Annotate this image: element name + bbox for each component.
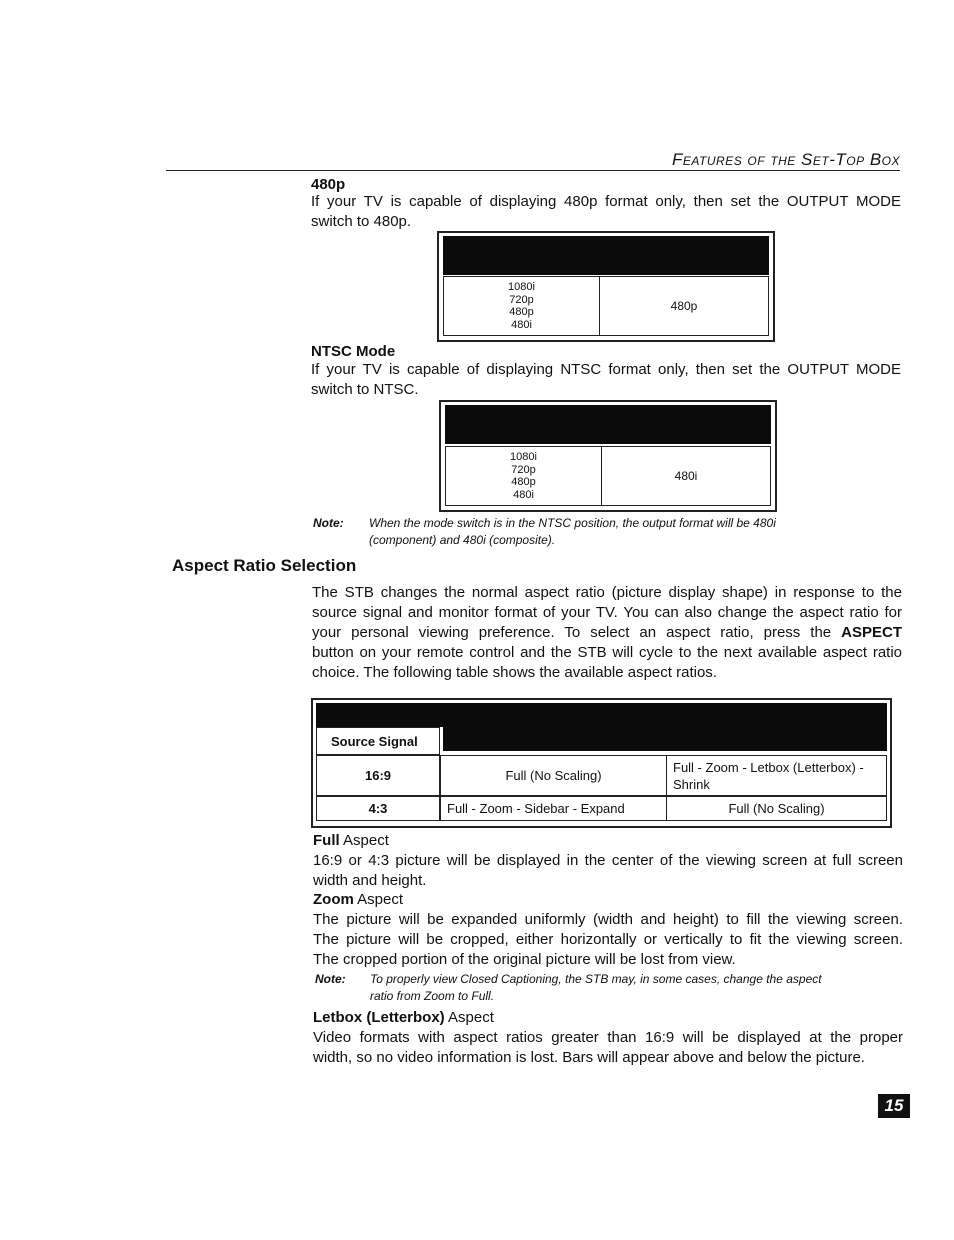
aspect-line: your personal viewing preference. To select an aspect ratio, press the xyxy=(312,624,842,641)
letbox-aspect-bold: Letbox (Letterbox) xyxy=(313,1009,445,1026)
table-aspect-header-band-right xyxy=(443,727,887,751)
input-format: 720p xyxy=(509,293,534,306)
aspect-line: choice. The following table shows the available aspect ratios. xyxy=(312,664,717,681)
note-zoom xyxy=(315,971,905,1005)
full-aspect-rest: Aspect xyxy=(339,832,389,849)
full-aspect-block xyxy=(313,831,903,890)
input-format: 480p xyxy=(509,306,534,318)
table-480p-header-band xyxy=(443,236,769,275)
row-4-3-col2: Full (No Scaling) xyxy=(666,796,887,821)
zoom-aspect-block xyxy=(313,890,903,969)
note-label: Note: xyxy=(315,972,346,986)
zoom-aspect-line1: The picture will be expanded uniformly (width and height) to fill the viewing screen. xyxy=(313,910,903,928)
note-zoom-line1: To properly view Closed Captioning, the STB may, in some cases, change the aspect xyxy=(370,972,822,986)
input-format: 720p xyxy=(511,463,536,476)
full-aspect-line2: width and height. xyxy=(313,871,427,889)
row-4-3-source: 4:3 xyxy=(316,796,440,821)
table-480p xyxy=(437,231,775,342)
letbox-aspect-block xyxy=(313,1008,903,1067)
row-16-9-col2: Full - Zoom - Letbox (Letterbox) - Shrink xyxy=(666,755,887,796)
section-title-aspect-ratio: Aspect Ratio Selection xyxy=(172,556,357,575)
paragraph-480p-line1: If your TV is capable of displaying 480p format only, then set the OUTPUT MODE xyxy=(311,193,901,210)
table-ntsc xyxy=(439,400,777,512)
table-ntsc-header-band xyxy=(445,405,771,444)
aspect-keyword: ASPECT xyxy=(841,624,902,641)
zoom-aspect-rest: Aspect xyxy=(353,891,404,908)
page-header-title: Features of the Set-Top Box xyxy=(672,150,900,169)
header-rule xyxy=(166,170,900,171)
zoom-aspect-line3: The cropped portion of the original picture will be lost from view. xyxy=(313,950,736,968)
row-16-9-source: 16:9 xyxy=(316,755,440,796)
page-number-badge: 15 xyxy=(878,1094,910,1118)
input-format: 1080i xyxy=(508,281,535,293)
table-ntsc-inputs xyxy=(445,446,602,506)
zoom-aspect-heading xyxy=(313,890,903,910)
paragraph-ntsc-line1: If your TV is capable of displaying NTSC format only, then set the OUTPUT MODE xyxy=(311,361,901,378)
table-480p-output: 480p xyxy=(599,276,769,336)
note-ntsc-line2: (component) and 480i (composite). xyxy=(369,533,556,547)
note-label: Note: xyxy=(313,516,344,530)
paragraph-ntsc-line2: switch to NTSC. xyxy=(311,381,419,398)
letbox-aspect-line2: width, so no video information is lost. Bars will appear above and below the picture. xyxy=(313,1048,865,1066)
table-aspect-header-band xyxy=(316,703,887,727)
paragraph-ntsc xyxy=(311,360,901,400)
letbox-aspect-rest: Aspect xyxy=(444,1009,494,1026)
zoom-aspect-line2: The picture will be cropped, either horizontally or vertically to fit the viewing screen. xyxy=(313,930,903,948)
zoom-aspect-bold: Zoom xyxy=(313,891,354,908)
row-4-3-col1: Full - Zoom - Sidebar - Expand xyxy=(440,796,667,821)
header-source-signal: Source Signal xyxy=(316,727,440,755)
aspect-line: button on your remote control and the STB will cycle to the next available aspect ratio xyxy=(312,644,902,661)
table-aspect-ratios xyxy=(311,698,892,828)
note-ntsc-line1: When the mode switch is in the NTSC position, the output format will be 480i xyxy=(369,516,776,530)
input-format: 480p xyxy=(511,476,536,488)
paragraph-480p xyxy=(311,192,901,232)
input-format: 480i xyxy=(513,488,534,501)
input-format: 480i xyxy=(511,318,532,331)
full-aspect-line1: 16:9 or 4:3 picture will be displayed in the center of the viewing screen at full screen xyxy=(313,851,903,869)
full-aspect-bold: Full xyxy=(313,832,340,849)
heading-ntsc: NTSC Mode xyxy=(311,343,396,360)
letbox-aspect-heading xyxy=(313,1008,903,1028)
aspect-line: The STB changes the normal aspect ratio (picture display shape) in response to the xyxy=(312,584,902,601)
input-format: 1080i xyxy=(510,451,537,463)
note-zoom-line2: ratio from Zoom to Full. xyxy=(370,989,495,1003)
table-ntsc-output: 480i xyxy=(601,446,771,506)
letbox-aspect-line1: Video formats with aspect ratios greater than 16:9 will be displayed at the proper xyxy=(313,1028,903,1046)
note-ntsc xyxy=(313,515,903,549)
heading-480p: 480p xyxy=(311,176,346,193)
paragraph-480p-line2: switch to 480p. xyxy=(311,213,412,230)
aspect-line: source signal and monitor format of your TV. You can also change the aspect ratio for xyxy=(312,604,902,621)
full-aspect-heading xyxy=(313,831,903,851)
paragraph-aspect xyxy=(312,583,902,683)
row-16-9-col1: Full (No Scaling) xyxy=(440,755,667,796)
table-480p-inputs xyxy=(443,276,600,336)
